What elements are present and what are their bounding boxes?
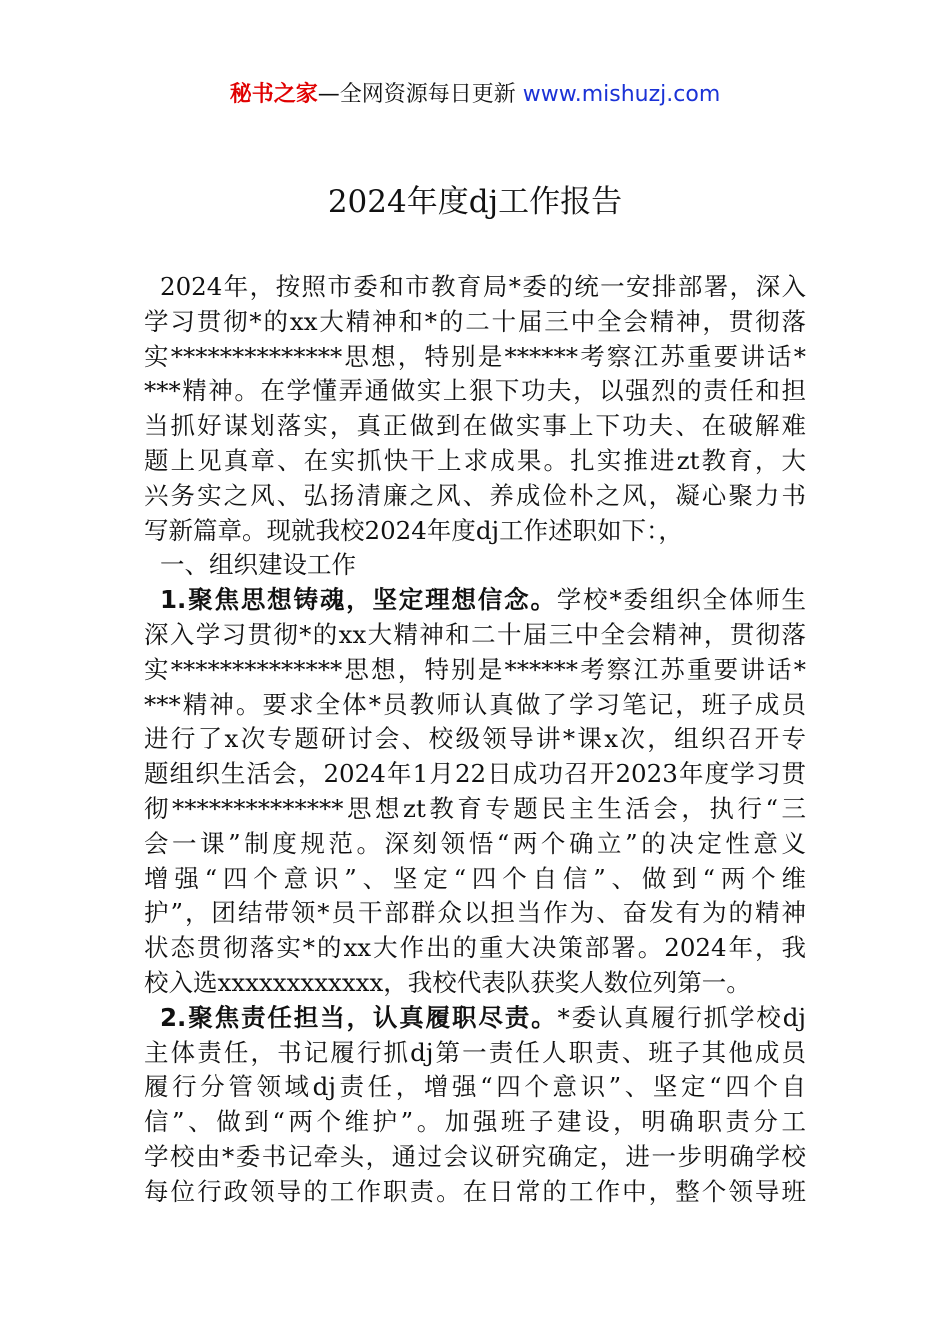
text-line: 增强“四个意识”、坚定“四个自信”、做到“两个维 [144,863,806,893]
text-line: 实**************思想，特别是******考察江苏重要讲话* [144,341,806,371]
text-line: 深入学习贯彻*的xx大精神和二十届三中全会精神，贯彻落 [144,619,806,649]
document-title: 2024年度dj工作报告 [327,184,623,220]
text-line: 兴务实之风、弘扬清廉之风、养成俭朴之风，凝心聚力书 [144,480,806,510]
text-line: 每位行政领导的工作职责。在日常的工作中，整个领导班 [144,1176,806,1206]
text-line: ***精神。在学懂弄通做实上狠下功夫，以强烈的责任和担 [144,376,806,406]
paragraph-lead: 1.聚焦思想铸魂，坚定理想信念。 [160,585,557,615]
text-line: 题上见真章、在实抓快干上求成果。扎实推进zt教育，大 [144,445,806,475]
document-body [144,270,806,1210]
text-line: 主体责任，书记履行抓dj第一责任人职责、班子其他成员 [144,1037,806,1067]
section-paragraph-1 [144,583,806,1001]
text-line: 2024年，按照市委和市教育局*委的统一安排部署，深入 [160,272,806,301]
text-line: 进行了x次专题研讨会、校级领导讲*课x次，组织召开专 [144,724,806,754]
text-line: 彻**************思想zt教育专题民主生活会，执行“三 [144,793,806,823]
text-line: 写新篇章。现就我校2024年度dj工作述职如下：， [144,515,683,545]
site-header [0,78,950,112]
text-line: ***精神。要求全体*员教师认真做了学习笔记，班子成员 [144,689,806,719]
text-line: 会一课”制度规范。深刻领悟“两个确立”的决定性意义 [144,828,806,858]
site-url-link[interactable]: www.mishuzj.com [522,82,721,107]
text-line: 校入选xxxxxxxxxxxx，我校代表队获奖人数位列第一。 [144,967,751,997]
text-line: 状态贯彻落实*的xx大作出的重大决策部署。2024年，我 [144,933,806,963]
paragraph-lead: 2.聚焦责任担当，认真履职尽责。 [160,1002,558,1032]
text-line: 1.聚焦思想铸魂，坚定理想信念。学校*委组织全体师生 [160,585,807,615]
text-line: 信”、做到“两个维护”。加强班子建设，明确职责分工 [144,1107,806,1137]
text-line: 护”，团结带领*员干部群众以担当作为、奋发有为的精神 [144,898,806,928]
intro-paragraph [144,270,806,548]
text-line: 当抓好谋划落实，真正做到在做实事上下功夫、在破解难 [144,411,806,441]
site-tagline: —全网资源每日更新 [317,82,523,107]
text-line: 履行分管领域dj责任，增强“四个意识”、坚定“四个自 [144,1072,806,1102]
text-line: 一、组织建设工作 [160,550,356,580]
text-line: 题组织生活会，2024年1月22日成功召开2023年度学习贯 [144,759,806,789]
site-brand: 秘书之家 [229,82,318,107]
text-line: 实**************思想，特别是******考察江苏重要讲话* [144,654,806,684]
section-heading [144,548,806,583]
text-line: 学习贯彻*的xx大精神和*的二十届三中全会精神，贯彻落 [144,306,806,336]
text-line: 2.聚焦责任担当，认真履职尽责。*委认真履行抓学校dj [160,1002,806,1032]
section-paragraph-2 [144,1001,806,1210]
text-line: 学校由*委书记牵头，通过会议研究确定，进一步明确学校 [144,1141,806,1171]
